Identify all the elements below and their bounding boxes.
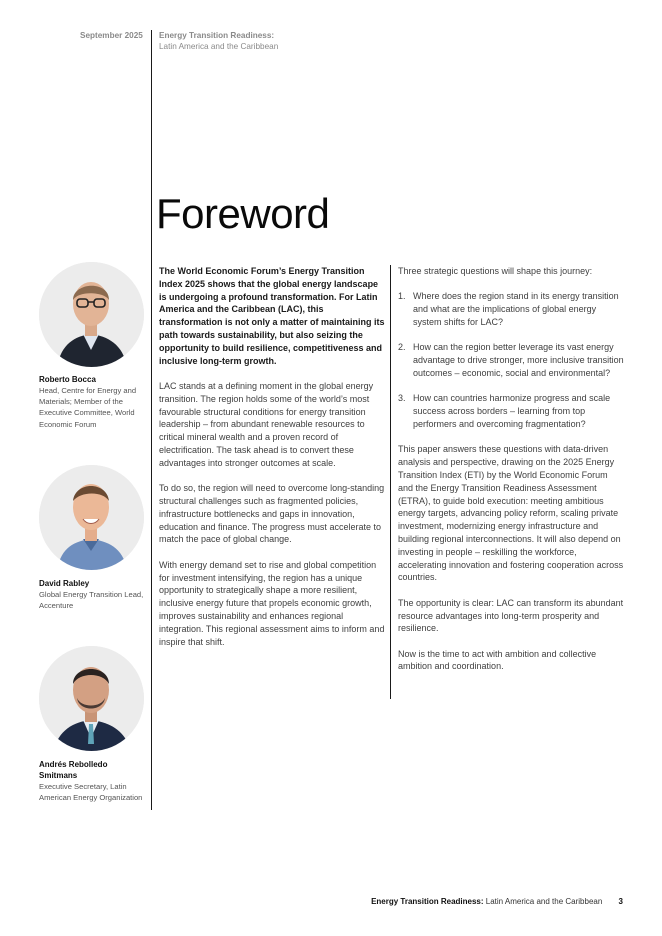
person-card: [39, 759, 147, 803]
person-role: Head, Centre for Energy and Materials; Member of the Executive Committee, World Economic Forum: [39, 386, 137, 429]
header-subtitle: Latin America and the Caribbean: [159, 41, 279, 51]
body-paragraph: The opportunity is clear: LAC can transform its abundant resource advantages into long-term prosperity and resilience.: [398, 597, 624, 634]
page-title: Foreword: [156, 190, 330, 237]
question-text: Where does the region stand in its energy transition and what are the implications of global energy system shifts for LAC?: [413, 291, 619, 327]
list-item: [398, 290, 624, 328]
person-card: [39, 578, 147, 611]
header-date: September 2025: [80, 31, 143, 40]
portrait-photo-icon: [39, 262, 144, 367]
question-text: How can the region better leverage its vast energy advantage to drive stronger, more inclusive transition outcomes – economic, social and environmental?: [413, 342, 624, 378]
avatar-david-rabley: [39, 465, 144, 570]
page-number: 3: [618, 897, 623, 906]
footer-title: Energy Transition Readiness:: [371, 897, 484, 906]
page-footer: [0, 897, 623, 906]
person-name: Andrés Rebolledo Smitmans: [39, 760, 108, 780]
person-card: [39, 374, 147, 430]
person-name: Roberto Bocca: [39, 375, 96, 384]
list-item: [398, 341, 624, 379]
body-paragraph: LAC stands at a defining moment in the global energy transition. The region holds some of the world’s most favourable structural conditions for energy transition leadership – from abundant renewable resources to critical mineral wealth and a proven record of electrification. The task ahead is to convert these advantages into stronger outcomes at scale.: [159, 380, 374, 468]
body-paragraph: Now is the time to act with ambition and collective ambition and coordination.: [398, 648, 597, 672]
lead-paragraph: The World Economic Forum’s Energy Transition Index 2025 shows that the global energy landscape is undergoing a profound transformation. For Latin America and the Caribbean (LAC), this transformation is not only a matter of maintaining its path towards sustainability, but also seizing the opportunity to build resilience, competitiveness and inclusive long-term growth.: [159, 266, 385, 366]
body-paragraph: To do so, the region will need to overcome long-standing structural challenges such as fragmented policies, infrastructure bottlenecks and gaps in innovation, education and finance. The progress must accelerate to match the pace of global change.: [159, 483, 385, 545]
vertical-divider: [151, 30, 152, 810]
footer-subtitle: Latin America and the Caribbean: [485, 897, 603, 906]
header-title: Energy Transition Readiness:: [159, 31, 275, 40]
person-role: Global Energy Transition Lead, Accenture: [39, 590, 144, 611]
portrait-photo-icon: [39, 465, 144, 570]
list-number: 2.: [398, 342, 406, 353]
avatar-andres-rebolledo: [39, 646, 144, 751]
list-number: 3.: [398, 393, 406, 404]
questions-list: [398, 290, 624, 430]
body-paragraph: This paper answers these questions with data-driven analysis and perspective, drawing on the 2025 Energy Transition Index (ETI) by the World Economic Forum and the Energy Transition Readiness Assessment (ETRA), to guide bold execution: meeting ambitious energy targets, advancing policy reform, scaling private investment, modernizing energy infrastructure and building regional interconnections. It will also depend on investing in people – reskilling the workforce, accelerating innovation and fostering cooperation across countries.: [398, 444, 624, 583]
avatar-roberto-bocca: [39, 262, 144, 367]
portrait-photo-icon: [39, 646, 144, 751]
right-column: [398, 265, 624, 686]
person-role: Executive Secretary, Latin American Energy Organization: [39, 782, 143, 803]
header-title-block: [159, 31, 278, 52]
list-number: 1.: [398, 291, 406, 302]
person-name: David Rabley: [39, 579, 90, 588]
left-column: [159, 265, 385, 661]
column-divider: [390, 265, 391, 699]
questions-intro: Three strategic questions will shape this journey:: [398, 266, 593, 276]
list-item: [398, 392, 624, 430]
body-paragraph: With energy demand set to rise and global competition for investment intensifying, the region has a unique opportunity to strategically shape a more resilient, inclusive energy future that propels economic growth, improves sustainability and enhances regional integration. This regional assessment aims to inform and inspire that shift.: [159, 559, 385, 647]
question-text: How can countries harmonize progress and scale success across borders – learning from top performers and overcoming fragmentation?: [413, 393, 611, 429]
